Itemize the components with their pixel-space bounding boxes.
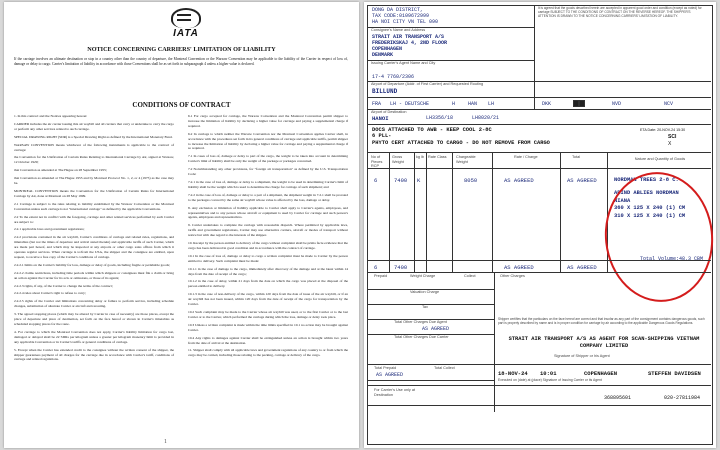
- total-prepaid-label: Total Prepaid: [374, 366, 397, 370]
- sci-label: SCI: [668, 134, 677, 140]
- divider: [389, 152, 390, 272]
- serial-number: 368895601: [604, 395, 632, 401]
- handling-line: 6 PLL-: [372, 133, 392, 140]
- divider: [367, 124, 711, 125]
- goods-line: 310 X 125 X 240 (1) CM: [614, 212, 686, 219]
- clause-paragraph: 2.2.2 provisions contained in the air waybill, Carrier's conditions of carriage and related rules, regulations, and timetables (but not the times of departure and arrival stated therein) and applicable tariffs of such Carrier, which are made part hereof, and which may be inspected at any airports or other cargo sales offices from which it operates regular services. When carriage is to/from the USA, the shipper and the consignee are entitled, upon request, to receive a free copy of the Carrier's conditions of carriage.: [14, 235, 174, 259]
- clause-paragraph: 2.2.1 applicable laws and government regulations;: [14, 227, 85, 232]
- declared-carriage: NVD: [612, 101, 622, 107]
- shipper-line: TAX CODE:0109672999: [372, 13, 430, 19]
- clause-paragraph: 10.2 Such complaint may be made to the Carrier whose air waybill was used, or to the first Carrier or to the last Carrier or to the Carrier, which performed the carriage during which the loss, damage or delay took place.: [188, 310, 348, 319]
- clause-paragraph: 8. Any exclusion or limitation of liability applicable to Carrier shall apply to Carrier's agents, employees, and representatives and to any person whose aircraft or equipment is used by Carrier for carriage and such person's agents, employees and representatives.: [188, 205, 348, 220]
- notice-body: If the carriage involves an ultimate destination or stop in a country other than the country of departure, the Montreal Convention or the Warsaw Convention may be applicable to the liability of the Carrier in respect of loss of, damage or delay to cargo. Carrier's limitation of liability in accordance with those Conventions shall be as set forth in subparagraph 4 unless a higher value is declared.: [14, 57, 348, 66]
- clause-paragraph: 7.2.1 in the case of loss of, damage or delay to a shipment, the weight to be used in determining Carrier's limit of liability shall be the weight which is used to determine the charge for carriage of such shipment; and: [188, 179, 348, 189]
- checkbox-icon: [579, 100, 585, 107]
- shipper-address: [372, 7, 438, 25]
- exec-date: 18-NOV-24: [498, 370, 528, 377]
- clause-paragraph: 3. The agreed stopping places (which may be altered by Carrier in case of necessity) are those places, except the place of departure and place of destination, set forth on the face hereof or shown in Carrier's timetables as scheduled stopping places for the route.: [14, 312, 174, 326]
- sci-value: X: [668, 141, 672, 147]
- exec-label: Executed on (date) at (place) Signature of Issuing Carrier or its Agent: [498, 378, 602, 382]
- clause-paragraph: 4. For carriage to which the Montreal Convention does not apply, Carrier's liability limitation for cargo lost, damaged or delayed shall be 22 SDRs per kilogram unless a greater per kilogram monetary limit is provided in any applicable Convention or in Carrier's tariffs or general conditions of carriage.: [14, 329, 174, 344]
- exec-signature: STEFFEN DAVIDSEN: [648, 370, 701, 377]
- col-pieces: No of Pieces RCP: [371, 155, 383, 169]
- consignee-line: STRAIT AIR TRANSPORT A/S: [372, 34, 445, 40]
- departure-header: Airport of Departure (Addr. of First Carrier) and Requested Routing: [371, 82, 484, 86]
- clause-paragraph: CARRIER includes the air carrier issuing this air waybill and all carriers that carry or undertake to carry the cargo or perform any other services related to such carriage.: [14, 121, 174, 131]
- goods-line: NIANA: [614, 197, 631, 204]
- notice-title: NOTICE CONCERNING CARRIERS' LIMITATION OF LIABILITY: [87, 46, 276, 53]
- total-prepaid-value: AS AGREED: [376, 372, 404, 378]
- valuation-label: Valuation Charge: [410, 290, 440, 294]
- col-total: Total: [572, 155, 581, 159]
- iata-code: 17-4 7760/2306: [372, 74, 415, 80]
- clause-paragraph: 9. Carrier undertakes to complete the carriage with reasonable dispatch. Where permitted by applicable laws, tariffs and government regulations, Carrier may use alternative carriers, aircraft or modes of transport without notice but with due regard to the interests of the shipper.: [188, 223, 348, 238]
- divider: [367, 152, 711, 153]
- total-volume: Total Volume:48.3 CBM: [640, 256, 704, 262]
- clause-paragraph: 2.2 To the extent not in conflict with the foregoing, carriage and other related services performed by each Carrier are subject to:: [14, 214, 174, 224]
- col-unit: kg lb: [416, 155, 425, 159]
- clause-paragraph: 6.1 For cargo accepted for carriage, the Warsaw Convention and the Montreal Convention permit shipper to increase the limitation of liability by declaring a higher value for carriage and paying a supplemental charge if required.: [188, 114, 348, 128]
- divider: [367, 272, 711, 273]
- col-gross: Gross Weight: [392, 155, 404, 164]
- clause-paragraph: 6.2 In carriage to which neither the Warsaw Convention nor the Montreal Convention applies Carrier shall, in accordance with the procedures set forth in its general conditions of carriage and applicable tariffs, permit shipper to increase the limitation of liability by declaring a higher value for carriage and paying a supplemental charge if so required.: [188, 131, 348, 151]
- clause-paragraph: 11. Shipper shall comply with all applicable laws and government regulations of any country to or from which the cargo may be carried, including those relating to the packing, carriage or delivery of the cargo.: [188, 348, 348, 358]
- agent-header: Issuing Carrier's Agent Name and City: [371, 61, 436, 65]
- rate-value: AS AGREED: [504, 177, 534, 184]
- col-chargeable: Chargeable Weight: [456, 155, 476, 164]
- divider: [560, 152, 561, 272]
- total-collect-label: Total Collect: [434, 366, 455, 370]
- clause-paragraph: MONTREAL CONVENTION means the Convention for the Unification of Certain Rules for International Carriage by Air, done at Montreal on 28 May 1999.: [14, 188, 174, 198]
- conditions-column-right: [188, 114, 348, 361]
- other-charges-label: Other Charges: [500, 274, 525, 278]
- gross-weight-value: 7400: [394, 177, 408, 184]
- divider: [367, 97, 711, 98]
- clause-paragraph: 5. Except when the Carrier has extended credit to the consignee without the written consent of the shipper, the shipper guarantees payment of all charges for the carriage due in accordance with Carrier's tariff, conditions of carriage and related regulations.: [14, 347, 174, 362]
- divider: [367, 405, 711, 406]
- declared-customs: NCV: [664, 101, 674, 107]
- col-goods: Nature and Quantity of Goods: [634, 157, 686, 161]
- clause-paragraph: 1. In this contract and the Notices appearing hereon:: [14, 114, 88, 118]
- consignee-address: [372, 34, 447, 58]
- dangerous-goods-notice: Shipper certifies that the particulars on the face hereof are correct and that insofar as any part of the consignment contains dangerous goods, such part is properly described by name and is in proper condition for carriage by air according to the applicable Dangerous Goods Regulations.: [498, 317, 705, 325]
- divider: [494, 364, 711, 365]
- goods-line: 360 X 125 X 240 (1) CM: [614, 205, 686, 212]
- divider: [367, 304, 494, 305]
- clause-paragraph: 2.2.2.5 rights of the Carrier and limitations concerning delay or failure to perform service, including schedule changes, substitution of alternate Carrier or aircraft and rerouting.: [14, 299, 174, 309]
- currency: DKK: [542, 101, 552, 107]
- col-rate: Rate / Charge: [514, 155, 538, 159]
- divider: [492, 152, 493, 272]
- divider: [367, 364, 494, 365]
- destination-header: Airport of Destination: [371, 110, 407, 114]
- goods-line: NORDMAN TREES 2-8 C.: [614, 177, 679, 183]
- clause-paragraph: 10.1.2 in the case of delay, within 21 days from the date on which the cargo was placed at the disposal of the person entitled to delivery.: [188, 279, 348, 289]
- globe-icon: [171, 8, 201, 28]
- clause-paragraph: 7.1 In cases of loss of, damage or delay to part of the cargo, the weight to be taken into account in determining Carrier's limit of liability shall be only the weight of the package or packages concerned.: [188, 154, 348, 164]
- divider: [414, 152, 415, 272]
- consignee-header: Consignee's Name and Address: [371, 28, 426, 32]
- shipper-signature-label: Signature of Shipper or his Agent: [554, 354, 610, 358]
- handling-line: PHYTO CERT ATTACHED TO CARGO - DO NOT REMOVE FROM CARGO: [372, 139, 550, 146]
- total-pieces: 6: [374, 264, 378, 271]
- clause-paragraph: 10.1.3 in the case of non-delivery of the cargo, within 120 days from the date of issue of the air waybill, or if an air waybill has not been issued, within 120 days from the date of receipt of the cargo for transportation by the Carrier.: [188, 292, 348, 307]
- conditions-page: [4, 2, 359, 448]
- exec-time: 10:01: [540, 370, 557, 377]
- clause-paragraph: SPECIAL DRAWING RIGHT (SDR) is a Special Drawing Right as defined by the International Monetary Fund.: [14, 134, 173, 139]
- prepaid-label: Prepaid: [374, 274, 388, 278]
- shipper-line: DONG DA DISTRICT,: [372, 7, 424, 13]
- weight-charge-label: Weight Charge: [410, 274, 436, 278]
- flight-2: LH8020/21: [472, 115, 500, 121]
- signature-block: [504, 336, 704, 349]
- handling-line: DOCS ATTACHED TO AWB - KEEP COOL 2-8C: [372, 127, 492, 133]
- page-number: 1: [164, 439, 167, 445]
- consignee-line: COPENHAGEN: [372, 46, 403, 52]
- total-amount: AS AGREED: [567, 264, 597, 271]
- signature-line: COMPANY LIMITED: [579, 342, 629, 349]
- divider: [452, 152, 453, 272]
- carrier-use-label: For Carrier's Use only at Destination: [374, 388, 416, 397]
- clause-paragraph: WARSAW CONVENTION means whichever of the following instruments is applicable to the contract of carriage:: [14, 142, 174, 152]
- col-rate-class: Rate Class: [428, 155, 447, 159]
- divider: [367, 380, 494, 381]
- clause-paragraph: 2.1 Carriage is subject to the rules relating to liability established by the Warsaw Convention or the Montreal Convention unless such carriage is not "international carriage" as defined by the applicable Conventions.: [14, 201, 174, 211]
- clause-paragraph: 10. Receipt by the person entitled to delivery of the cargo without complaint shall be prima facie evidence that the cargo has been delivered in good condition and in accordance with the contract of carriage.: [188, 241, 348, 250]
- divider: [367, 109, 711, 110]
- total-gross: 7400: [394, 264, 408, 271]
- clause-paragraph: 2.2.2.3 rights, if any, of the Carrier to change the terms of the contract;: [14, 283, 113, 288]
- goods-line: ABIND ABLIES NORDMAN: [614, 190, 679, 197]
- clause-paragraph: 10.1 In the case of loss of, damage or delay to cargo a written complaint must be made to Carrier by the person entitled to delivery. Such complaint must be made:: [188, 253, 348, 263]
- logo-text: IATA: [173, 28, 199, 39]
- departure-airport: BILLUND: [372, 88, 398, 95]
- routing-by-2: LH: [488, 101, 495, 107]
- divider: [494, 272, 495, 412]
- handling-information: [372, 127, 550, 146]
- routing-to: FRA: [372, 101, 382, 107]
- pieces-value: 6: [374, 177, 378, 184]
- clause-paragraph: 7.2.2 in the case of loss of, damage or delay to a part of a shipment, the shipment weight in 7.2.1 shall be prorated to the packages covered by the same air waybill whose value is affected by the loss, damage or delay.: [188, 192, 348, 202]
- exec-place: COPENHAGEN: [584, 370, 618, 377]
- total-rate: AS AGREED: [504, 264, 534, 271]
- other-agent-label: Total Other Charges Due Agent: [394, 320, 447, 324]
- routing-to-2: HAN: [468, 101, 478, 107]
- routing-code: H: [452, 101, 456, 107]
- divider: [367, 168, 711, 169]
- awb-number: 020-27811984: [664, 395, 701, 401]
- signature-line: STRAIT AIR TRANSPORT A/S AS AGENT FOR SCAN-SHIPPING VIETNAM: [508, 336, 700, 342]
- divider: [426, 152, 427, 272]
- consignee-line: FREDERIKSKAJ 4, 2ND FLOOR: [372, 40, 448, 46]
- flight-1: LH3356/18: [426, 115, 454, 121]
- unit-value: K: [417, 177, 421, 184]
- prepaid-value: AS AGREED: [422, 326, 450, 332]
- tax-label: Tax: [422, 305, 428, 309]
- eta-date: ETA Date: 20-NOV-24 15:30: [640, 128, 686, 132]
- clause-paragraph: 2.2.2.1 limits on the Carrier's liability for loss, damage or delay of goods, including fragile or perishable goods;: [14, 262, 170, 267]
- clause-paragraph: that Convention as amended at The Hague on 28 September 1955;: [14, 168, 107, 173]
- divider: [367, 385, 711, 386]
- total-value: AS AGREED: [567, 177, 597, 184]
- air-waybill-page: [364, 2, 716, 448]
- clause-paragraph: 2.2.2.2 claims restrictions, including time periods within which shippers or consignees must file a claim or bring an action against the Carrier for its acts or omissions, or those of its agents;: [14, 270, 174, 280]
- consignee-line: DENMARK: [372, 52, 394, 58]
- header-notice: It is agreed that the goods described herein are accepted in apparent good order and condition (except as noted) for carriage SUBJECT TO THE CONDITIONS OF CONTRACT ON THE REVERSE HEREOF. THE SHIPPER'S ATTENTION IS DRAWN TO THE NOTICE CONCERNING CARRIERS' LIMITATION OF LIABILITY.: [538, 6, 702, 18]
- clause-paragraph: 2.2.2.4 rules about Carrier's right to refuse to carry;: [14, 291, 86, 296]
- conditions-column-left: [14, 114, 174, 365]
- clause-paragraph: the Convention for the Unification of Certain Rules Relating to International Carriage by Air, signed at Warsaw, 12 October 1929;: [14, 155, 174, 165]
- destination-airport: HANOI: [372, 115, 389, 122]
- chargeable-weight-value: 8050: [464, 177, 478, 184]
- divider: [534, 5, 535, 109]
- conditions-title: CONDITIONS OF CONTRACT: [132, 101, 231, 109]
- clause-paragraph: 10.4 Any rights to damages against Carrier shall be extinguished unless an action is brought within two years from the date of arrival at the destination.: [188, 335, 348, 345]
- shipper-line: HA NOI CITY VN TEL 090: [372, 19, 439, 25]
- iata-logo: [164, 8, 208, 39]
- clause-paragraph: 10.1.1 in the case of damage to the cargo, immediately after discovery of the damage and at the latest within 14 days from the date of receipt of the cargo;: [188, 266, 348, 276]
- clause-paragraph: that Convention as amended at The Hague 1955 and by Montreal Protocol No. 1, 2, or 4 (1975) as the case may be.: [14, 176, 174, 186]
- other-carrier-label: Total Other Charges Due Carrier: [394, 335, 449, 339]
- routing-carrier: LH - DEUTSCHE: [390, 101, 430, 107]
- clause-paragraph: 10.3 Unless a written complaint is made within the time limits specified in 10.1 no action may be brought against Carrier.: [188, 322, 348, 332]
- clause-paragraph: 7.2 Notwithstanding any other provisions, for "foreign air transportation" as defined by the U.S. Transportation Code:: [188, 167, 348, 177]
- collect-label: Collect: [464, 274, 476, 278]
